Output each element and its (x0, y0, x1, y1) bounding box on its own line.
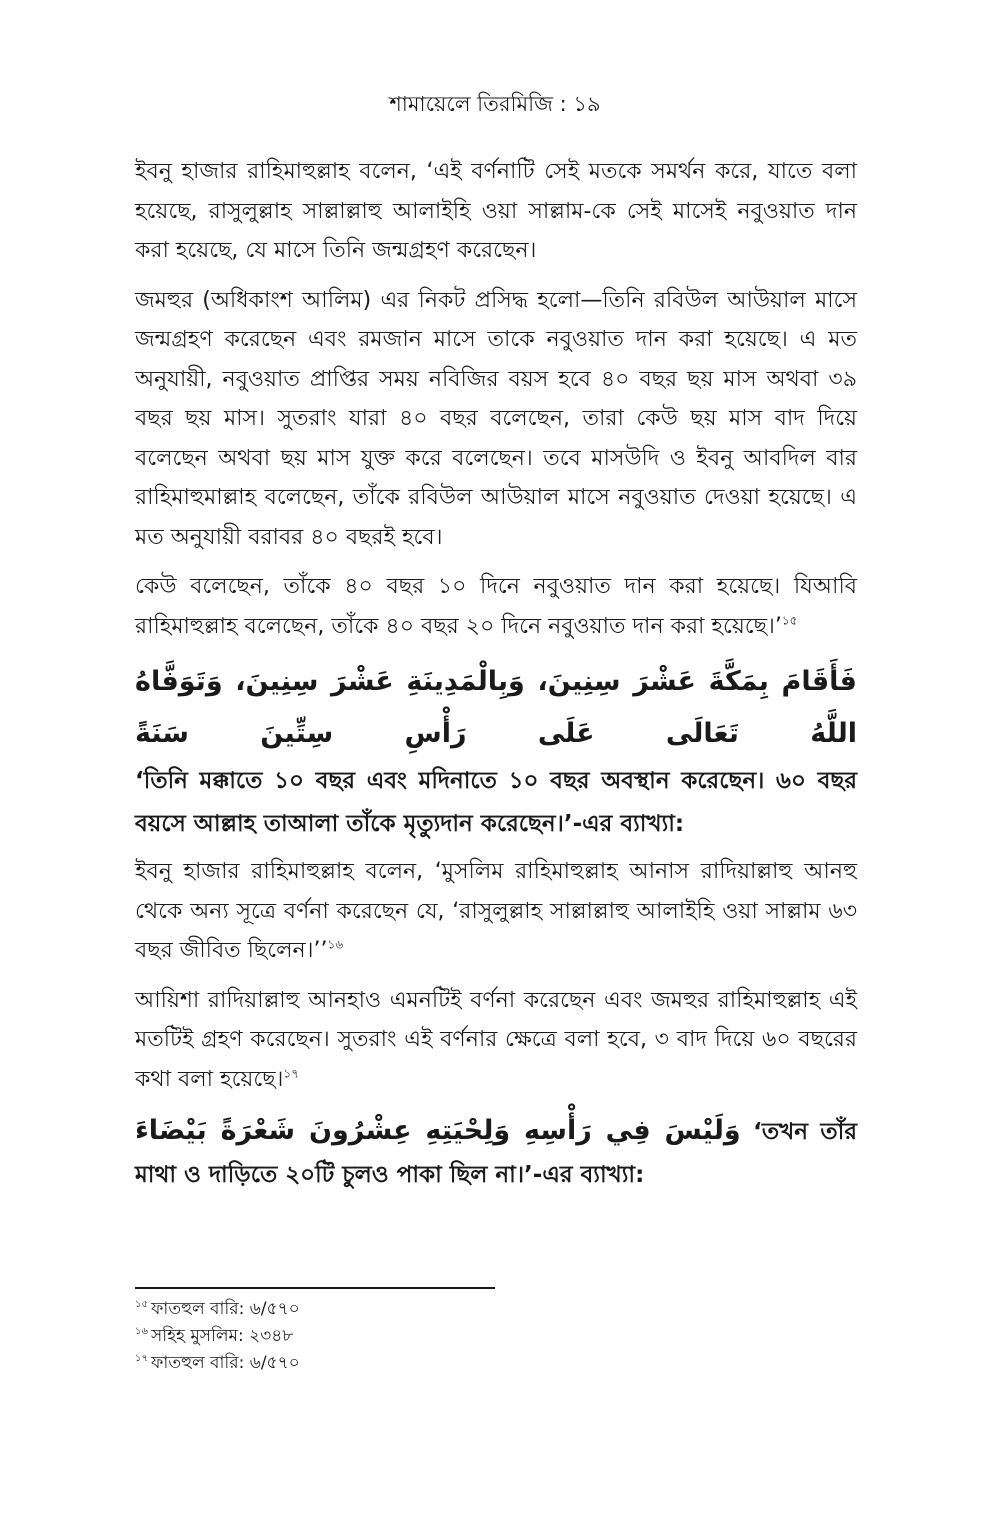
footnote-divider (135, 1287, 495, 1289)
footnote-16 (135, 1323, 300, 1350)
heading-bengali: ‘তখন তাঁর মাথা ও দাড়িতে ২০টি চুলও পাকা ছিল না।’-এর ব্যাখ্যা: (135, 1119, 857, 1188)
footnote-text: ফাতহুল বারি: ৬/৫৭০ (150, 1299, 300, 1319)
footnote-ref-16[interactable]: ১৬ (327, 937, 344, 952)
section-heading-makkah-madinah (135, 656, 857, 846)
arabic-quote (135, 656, 857, 760)
footnote-text: ফাতহুল বারি: ৬/৫৭০ (151, 1353, 300, 1373)
paragraph-jumhur (135, 281, 857, 558)
paragraph-keu-bolechen (135, 567, 857, 646)
footnote-15 (135, 1296, 300, 1323)
footnote-number: ১৫ (135, 1299, 148, 1311)
footnote-number: ১৭ (135, 1353, 148, 1365)
paragraph-text: কেউ বলেছেন, তাঁকে ৪০ বছর ১০ দিনে নবুওয়াত দান করা হয়েছে। যিআবি রাহিমাহুল্লাহ বলেছেন, তাঁকে ৪০ বছর ২০ দিনে নবুওয়াত দান করা হয়েছে।’ (135, 574, 857, 639)
heading-bengali: ‘তিনি মক্কাতে ১০ বছর এবং মদিনাতে ১০ বছর অবস্থান করেছেন। ৬০ বছর বয়সে আল্লাহ তাআলা তাঁকে মৃত্যুদান করেছেন।’-এর ব্যাখ্যা: (135, 768, 857, 837)
section-heading-white-hair (135, 1109, 857, 1197)
footnote-ref-15[interactable]: ১৫ (781, 613, 798, 628)
paragraph-aisha (135, 981, 857, 1100)
arabic-quote: وَلَيْسَ فِي رَأْسِهِ وَلِحْيَتِهِ عِشْرُونَ شَعْرَةً بَيْضَاءَ (135, 1115, 741, 1146)
running-header: শামায়েলে তিরমিজি : ১৯ (389, 92, 601, 116)
paragraph-text: ইবনু হাজার রাহিমাহুল্লাহ বলেন, ‘মুসলিম রাহিমাহুল্লাহ আনাস রাদিয়াল্লাহু আনহু থেকে অন্য সূত্রে বর্ণনা করেছেন যে, ‘রাসুলুল্লাহ সাল্লাল্লাহু আলাইহি ওয়া সাল্লাম ৬৩ বছর জীবিত ছিলেন।’’ (135, 859, 857, 963)
footnotes (135, 1296, 300, 1377)
arabic-text: فَأَقَامَ بِمَكَّةَ عَشْرَ سِنِينَ، وَبِالْمَدِينَةِ عَشْرَ سِنِينَ، وَتَوَفَّاهُ اللَّهُ تَعَالَى عَلَى رَأْسِ سِتِّينَ سَنَةً (135, 666, 857, 749)
paragraph-text: আয়িশা রাদিয়াল্লাহু আনহাও এমনটিই বর্ণনা করেছেন এবং জমহুর রাহিমাহুল্লাহ এই মতটিই গ্রহণ করেছেন। সুতরাং এই বর্ণনার ক্ষেত্রে বলা হবে, ৩ বাদ দিয়ে ৬০ বছরের কথা বলা হয়েছে। (135, 987, 857, 1092)
paragraph-ibn-hajar-2 (135, 852, 857, 971)
footnote-text: সহিহ মুসলিম: ২৩৪৮ (151, 1326, 294, 1346)
footnote-number: ১৬ (135, 1326, 148, 1338)
footnote-17 (135, 1350, 300, 1377)
paragraph-text: ইবনু হাজার রাহিমাহুল্লাহ বলেন, ‘এই বর্ণনাটি সেই মতকে সমর্থন করে, যাতে বলা হয়েছে, রাসুলুল্লাহ সাল্লাল্লাহু আলাইহি ওয়া সাল্লাম-কে সেই মাসেই নবুওয়াত দান করা হয়েছে, যে মাসে তিনি জন্মগ্রহণ করেছেন। (135, 159, 857, 263)
page-body (135, 152, 857, 1203)
paragraph-ibn-hajar-1 (135, 152, 857, 271)
paragraph-text: জমহুর (অধিকাংশ আলিম) এর নিকট প্রসিদ্ধ হলো—তিনি রবিউল আউয়াল মাসে জন্মগ্রহণ করেছেন এবং রমজান মাসে তাকে নবুওয়াত দান করা হয়েছে। এ মত অনুযায়ী, নবুওয়াত প্রাপ্তির সময় নবিজির বয়স হবে ৪০ বছর ছয় মাস অথবা ৩৯ বছর ছয় মাস। সুতরাং যারা ৪০ বছর বলেছেন, তারা কেউ ছয় মাস বাদ দিয়ে বলেছেন অথবা ছয় মাস যুক্ত করে বলেছেন। তবে মাসউদি ও ইবনু আবদিল বার রাহিমাহুমাল্লাহ বলেছেন, তাঁকে রবিউল আউয়াল মাসে নবুওয়াত দেওয়া হয়েছে। এ মত অনুযায়ী বরাবর ৪০ বছরই হবে। (135, 287, 857, 550)
footnote-ref-17[interactable]: ১৭ (283, 1066, 300, 1081)
